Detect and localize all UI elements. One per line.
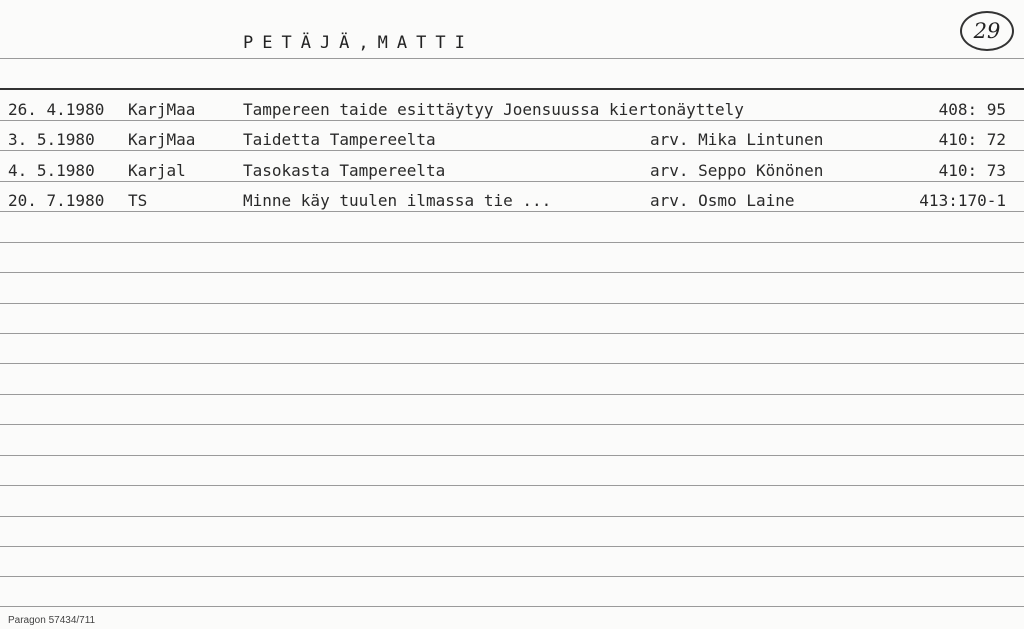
entry-date: 3. 5.1980 bbox=[8, 130, 95, 149]
entry-title: Tampereen taide esittäytyy Joensuussa kiertonäyttely bbox=[243, 100, 744, 119]
ruled-line bbox=[0, 272, 1024, 273]
card-number: 29 bbox=[973, 19, 1001, 43]
ruled-line bbox=[0, 576, 1024, 577]
card-number-circle bbox=[960, 11, 1014, 51]
entry-author: arv. Osmo Laine bbox=[650, 191, 795, 210]
entry-title: Minne käy tuulen ilmassa tie ... bbox=[243, 191, 552, 210]
entry-paper: Karjal bbox=[128, 161, 186, 180]
ruled-line bbox=[0, 546, 1024, 547]
entry-date: 20. 7.1980 bbox=[8, 191, 105, 210]
printer-imprint: Paragon 57434/711 bbox=[8, 615, 96, 626]
ruled-line bbox=[0, 242, 1024, 243]
ruled-line bbox=[0, 150, 1024, 151]
entry-ref: 410: 72 bbox=[938, 130, 1006, 149]
entry-paper: KarjMaa bbox=[128, 130, 196, 149]
entry-paper: KarjMaa bbox=[128, 100, 196, 119]
entry-paper: TS bbox=[128, 191, 148, 210]
person-name: PETÄJÄ,MATTI bbox=[243, 33, 474, 53]
entry-date: 26. 4.1980 bbox=[8, 100, 105, 119]
ruled-line bbox=[0, 181, 1024, 182]
ruled-line bbox=[0, 424, 1024, 425]
ruled-line bbox=[0, 333, 1024, 334]
ruled-line bbox=[0, 58, 1024, 59]
header-rule bbox=[0, 88, 1024, 90]
ruled-line bbox=[0, 394, 1024, 395]
entry-author: arv. Mika Lintunen bbox=[650, 130, 824, 149]
ruled-line bbox=[0, 120, 1024, 121]
ruled-line bbox=[0, 363, 1024, 364]
ruled-line bbox=[0, 211, 1024, 212]
entry-ref: 413:170-1 bbox=[919, 191, 1006, 210]
entry-title: Taidetta Tampereelta bbox=[243, 130, 436, 149]
ruled-line bbox=[0, 516, 1024, 517]
ruled-line bbox=[0, 303, 1024, 304]
entry-ref: 408: 95 bbox=[938, 100, 1006, 119]
entry-title: Tasokasta Tampereelta bbox=[243, 161, 446, 180]
ruled-line bbox=[0, 485, 1024, 486]
ruled-line bbox=[0, 606, 1024, 607]
ruled-line bbox=[0, 455, 1024, 456]
entry-ref: 410: 73 bbox=[938, 161, 1006, 180]
entry-author: arv. Seppo Könönen bbox=[650, 161, 824, 180]
entry-date: 4. 5.1980 bbox=[8, 161, 95, 180]
